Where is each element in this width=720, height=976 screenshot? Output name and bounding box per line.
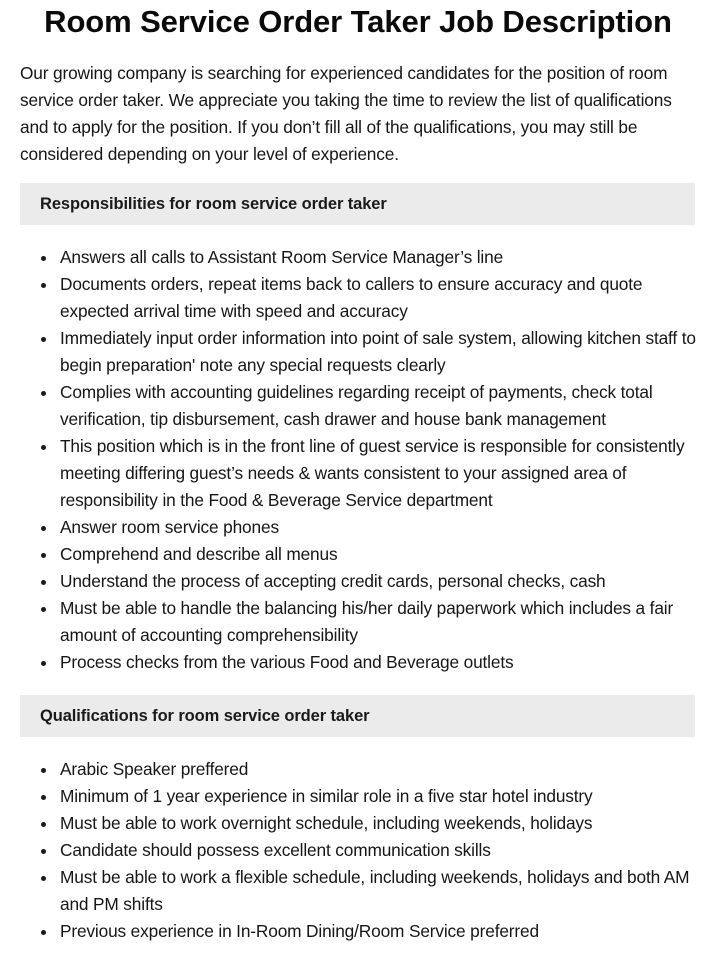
list-item: Process checks from the various Food and Beverage outlets bbox=[20, 649, 710, 676]
list-item: Comprehend and describe all menus bbox=[20, 541, 710, 568]
list-item: Previous experience in In-Room Dining/Room Service preferred bbox=[20, 918, 710, 945]
list-item: Candidate should possess excellent communication skills bbox=[20, 837, 710, 864]
list-item: Immediately input order information into point of sale system, allowing kitchen staff to begin preparation' note any special requests clearly bbox=[20, 325, 710, 379]
qualifications-list bbox=[20, 756, 710, 945]
responsibilities-list bbox=[20, 244, 710, 676]
list-item: This position which is in the front line of guest service is responsible for consistently meeting differing guest’s needs & wants consistent to your assigned area of responsibility in the Food & Beverage Service department bbox=[20, 433, 710, 514]
qualifications-header bbox=[20, 695, 695, 737]
list-item: Answer room service phones bbox=[20, 514, 710, 541]
responsibilities-header bbox=[20, 183, 695, 225]
list-item: Understand the process of accepting credit cards, personal checks, cash bbox=[20, 568, 710, 595]
list-item: Minimum of 1 year experience in similar role in a five star hotel industry bbox=[20, 783, 710, 810]
responsibilities-heading: Responsibilities for room service order taker bbox=[40, 194, 387, 213]
list-item: Must be able to work a flexible schedule, including weekends, holidays and both AM and PM shifts bbox=[20, 864, 710, 918]
list-item: Documents orders, repeat items back to callers to ensure accuracy and quote expected arrival time with speed and accuracy bbox=[20, 271, 710, 325]
page-title: Room Service Order Taker Job Description bbox=[44, 4, 672, 39]
intro-paragraph: Our growing company is searching for experienced candidates for the position of room service order taker. We appreciate you taking the time to review the list of qualifications and to apply for the position. If you don’t fill all of the qualifications, you may still be considered depending on your level of experience. bbox=[20, 63, 672, 164]
list-item: Arabic Speaker preffered bbox=[20, 756, 710, 783]
list-item: Must be able to work overnight schedule, including weekends, holidays bbox=[20, 810, 710, 837]
qualifications-heading: Qualifications for room service order taker bbox=[40, 706, 370, 725]
list-item: Complies with accounting guidelines regarding receipt of payments, check total verification, tip disbursement, cash drawer and house bank management bbox=[20, 379, 710, 433]
list-item: Must be able to handle the balancing his/her daily paperwork which includes a fair amount of accounting comprehensibility bbox=[20, 595, 710, 649]
list-item: Answers all calls to Assistant Room Service Manager’s line bbox=[20, 244, 710, 271]
